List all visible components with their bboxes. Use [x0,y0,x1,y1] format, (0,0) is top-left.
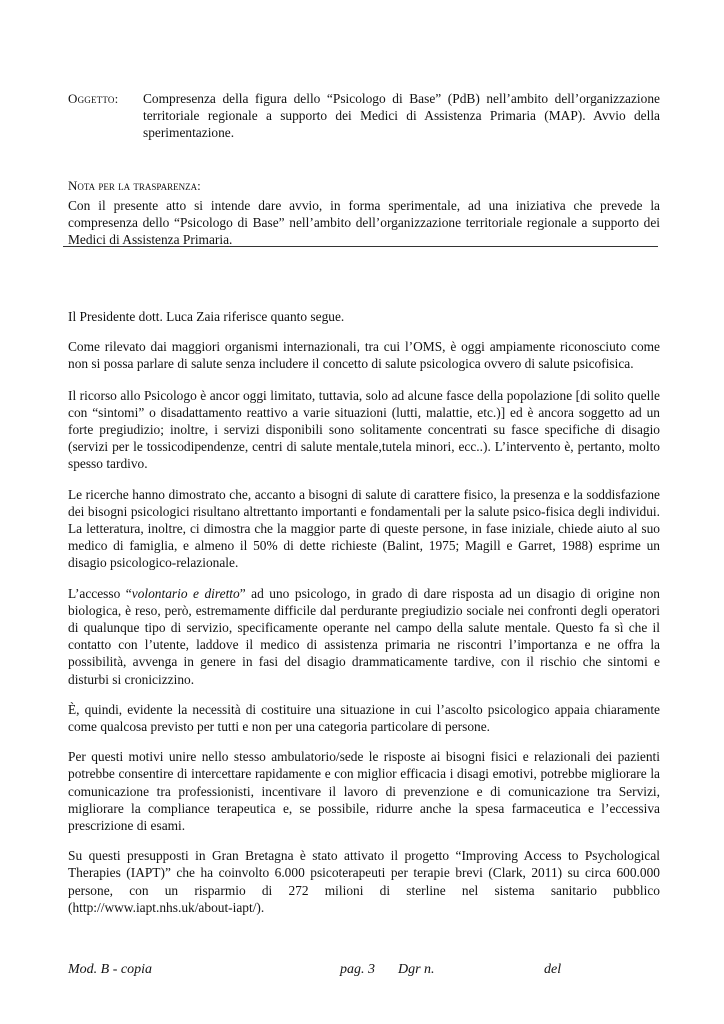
paragraph-intro: Il Presidente dott. Luca Zaia riferisce quanto segue. [68,309,345,324]
section-divider [63,246,658,247]
document-body [68,308,660,929]
paragraph-ricerche: Le ricerche hanno dimostrato che, accanto a bisogni di salute di carattere fisico, la presenza e la soddisfazione dei bisogni psicologici risultano altrettanto importanti e fondamentali per la salute psico-fisica degli individui. La letteratura, inoltre, ci dimostra che la maggior parte di queste persone, in fase iniziale, chiede aiuto al suo medico di famiglia, e almeno il 50% di dette richieste (Balint, 1975; Magill e Garret, 1988) esprime un disagio psicologico-relazionale. [68,486,660,571]
paragraph-accesso-emphasis: volontario e diretto [131,585,240,601]
subject-block [68,90,660,141]
paragraph-accesso [68,585,660,688]
paragraph-accesso-rest: ” ad uno psicologo, in grado di dare risposta ad un disagio di origine non biologica, è reso, però, estremamente difficile dal perdurante pregiudizio sociale nei confronti degli operatori di qualunque tipo di servizio, specificamente operante nel campo della salute mentale. Questo fa sì che il contatto con l’utente, laddove il medico di assistenza primaria ne riscontri l’importanza e ne offra la possibilità, avvenga in genere in fasi del disagio drammaticamente tardive, con il rischio che sintomi e disturbi si cronicizzino. [68,585,660,687]
footer-dgr-number: Dgr n. [398,962,435,977]
paragraph-iapt: Su questi presupposti in Gran Bretagna è stato attivato il progetto “Improving Access to Psychological Therapies (IAPT)” che ha coinvolto 6.000 psicoterapeuti per terapie brevi (Clark, 2011) su circa 600.000 persone, con un risparmio di 272 milioni di sterline nel sistema sanitario pubblico (http://www.iapt.nhs.uk/about-iapt/). [68,848,660,915]
subject-text: Compresenza della figura dello “Psicologo di Base” (PdB) nell’ambito dell’organizzazione territoriale regionale a supporto dei Medici di Assistenza Primaria (MAP). Avvio della sperimentazione. [143,91,660,140]
footer-page-number: pag. 3 [340,962,375,977]
transparency-note-text: Con il presente atto si intende dare avvio, in forma sperimentale, ad una iniziativa che prevede la compresenza dello “Psicologo di Base” nell’ambito dell’organizzazione territoriale regionale a supporto dei Medici di Assistenza Primaria. [68,198,660,247]
paragraph-oms: Come rilevato dai maggiori organismi internazionali, tra cui l’OMS, è oggi ampiamente riconosciuto come non si possa parlare di salute senza includere il concetto di salute psicologica ovvero di salute psicofisica. [68,339,660,372]
paragraph-motivi: Per questi motivi unire nello stesso ambulatorio/sede le risposte ai bisogni fisici e relazionali dei pazienti potrebbe consentire di intercettare rapidamente e con miglior efficacia i disagi emotivi, potrebbe migliorare la comunicazione tra professionisti, incentivare il lavoro di prevenzione e di comunicazione tra Servizi, migliorare la compliance terapeutica e, se possibile, ridurre anche la spesa farmaceutica e l’eccessiva prescrizione di esami. [68,749,660,834]
page-footer [68,962,660,982]
subject-label: Oggetto: [68,91,119,106]
transparency-note-label: Nota per la trasparenza: [68,178,201,193]
footer-model: Mod. B - copia [68,962,152,977]
paragraph-psicologo: Il ricorso allo Psicologo è ancor oggi limitato, tuttavia, solo ad alcune fasce della popolazione [di solito quelle con “sintomi” o disadattamento reattivo a varie situazioni (lutti, malattie, etc.)] ed è ancora soggetto ad un forte pregiudizio; inoltre, i servizi disponibili sono solitamente concentrati su fasce specifiche di disagio (servizi per le tossicodipendenze, centri di salute mentale,tutela minori, ecc..). L’intervento è, pertanto, molto spesso tardivo. [68,387,660,472]
paragraph-accesso-start: L’accesso “ [68,585,132,601]
footer-date: del [544,962,562,977]
paragraph-necessita: È, quindi, evidente la necessità di costituire una situazione in cui l’ascolto psicologico appaia chiaramente come qualcosa previsto per tutti e non per una categoria particolare di persone. [68,701,660,735]
